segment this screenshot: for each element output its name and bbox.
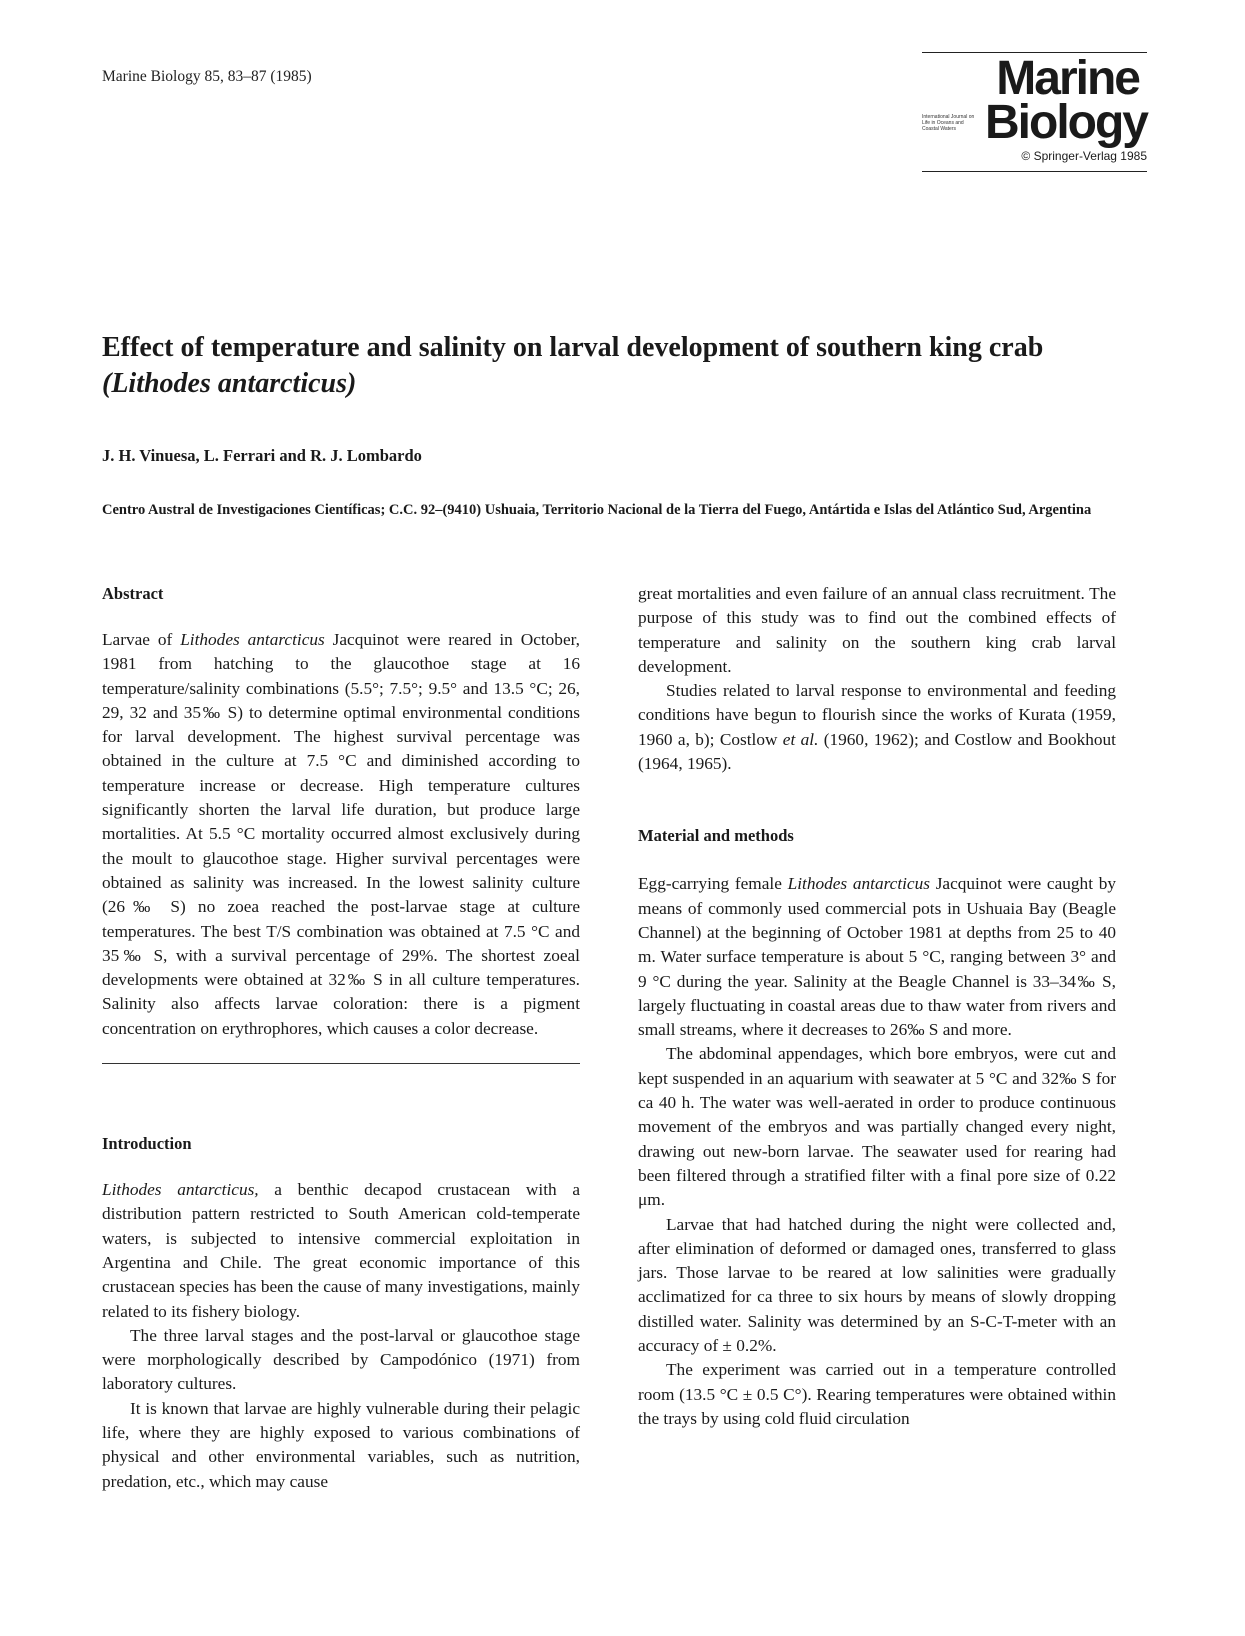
methods-paragraph-1: Egg-carrying female Lithodes antarcticus Jacquinot were caught by means of commonly used commercial pots in Ushuaia Bay (Beagle Channel) at the beginning of October 1981 at depths from 25 to 40 m. Water surface temperature is about 5 °C, ranging between 3° and 9 °C during the year. Salinity at the Beagle Channel is 33–34‰ S, largely fluctuating in coastal areas due to thaw water from rivers and small streams, where it decreases to 26‰ S and more. <box>638 874 1116 1040</box>
author-affiliation: Centro Austral de Investigaciones Científicas; C.C. 92–(9410) Ushuaia, Territorio Nacional de la Tierra del Fuego, Antártida e Islas del Atlántico Sud, Argentina <box>102 502 1092 518</box>
article-title <box>102 330 1122 402</box>
methods-paragraph-2: The abdominal appendages, which bore embryos, were cut and kept suspended in an aquarium with seawater at 5 °C and 32‰ S for ca 40 h. The water was well-aerated in order to produce continuous movement of the embryos and was partially changed every night, drawing out new-born larvae. The seawater used for rearing had been filtered through a stratified filter with a final pore size of 0.22 μm. <box>638 1044 1116 1210</box>
introduction-heading: Introduction <box>102 1134 192 1154</box>
logo-rule-bottom <box>922 171 1147 172</box>
species-name: Lithodes antarcticus <box>787 874 930 894</box>
title-main: Effect of temperature and salinity on larval development of southern king crab <box>102 332 1044 363</box>
abstract-heading: Abstract <box>102 584 164 603</box>
logo-tagline: International Journal on Life in Oceans and Coastal Waters <box>922 114 975 132</box>
intro-paragraph-4: Studies related to larval response to environmental and feeding conditions have begun to flourish since the works of Kurata (1959, 1960 a, b); Costlow et al. (1960, 1962); and Costlow and Bookhout (1964, 1965). <box>638 681 1116 774</box>
logo-word-biology: Biology <box>985 96 1147 149</box>
right-column <box>638 582 1116 1431</box>
abstract-paragraph: Larvae of Lithodes antarcticus Jacquinot were reared in October, 1981 from hatching to the glaucothoe stage at 16 temperature/salinity combinations (5.5°; 7.5°; 9.5° and 13.5 °C; 26, 29, 32 and 35‰ S) to determine optimal environmental conditions for larval development. The highest survival percentage was obtained in the culture at 7.5 °C and diminished according to temperature increase or decrease. High temperature cultures significantly shorten the larval life duration, but produce large mortalities. At 5.5 °C mortality occurred almost exclusively during the moult to glaucothoe stage. Higher survival percentages were obtained as salinity was increased. In the lowest salinity culture (26‰ S) no zoea reached the post-larvae stage at culture temperatures. The best T/S combination was obtained at 7.5 °C and 35‰ S, with a survival percentage of 29%. The shortest zoeal developments were obtained at 32‰ S in all culture temperatures. Salinity also affects larvae coloration: there is a pigment concentration on erythrophores, which causes a color decrease. <box>102 630 581 1038</box>
methods-paragraph-3: Larvae that had hatched during the night were collected and, after elimination of deformed or damaged ones, transferred to glass jars. Those larvae to be reared at low salinities were gradually acclimatized for ca three to six hours by means of slowly dropping distilled water. Salinity was determined by an S-C-T-meter with an accuracy of ± 0.2%. <box>638 1214 1116 1356</box>
methods-paragraph-4: The experiment was carried out in a temperature controlled room (13.5 °C ± 0.5 C°). Rearing temperatures were obtained within the trays by using cold fluid circulation <box>638 1360 1116 1428</box>
intro-paragraph-2: The three larval stages and the post-larval or glaucothoe stage were morphologically described by Campodónico (1971) from laboratory cultures. <box>102 1325 580 1394</box>
journal-logo <box>922 52 1147 172</box>
intro-paragraph-3-continued: great mortalities and even failure of an annual class recruitment. The purpose of this study was to find out the combined effects of temperature and salinity on the southern king crab larval development. <box>638 584 1116 676</box>
section-divider <box>102 1063 580 1064</box>
intro-paragraph-1: Lithodes antarcticus, a benthic decapod crustacean with a distribution pattern restricted to South American cold-temperate waters, is subjected to intensive commercial exploitation in Argentina and Chile. The great economic importance of this crustacean species has been the cause of many investigations, mainly related to its fishery biology. <box>102 1180 580 1321</box>
author-list: J. H. Vinuesa, L. Ferrari and R. J. Lombardo <box>102 446 422 465</box>
intro-paragraph-3: It is known that larvae are highly vulnerable during their pelagic life, where they are highly exposed to various combinations of physical and other environmental variables, such as nutrition, predation, etc., which may cause <box>102 1398 580 1491</box>
et-al: et al. <box>782 729 819 749</box>
copyright-notice: © Springer-Verlag 1985 <box>1021 149 1147 163</box>
left-column <box>102 582 580 1494</box>
species-name: Lithodes antarcticus <box>180 630 325 649</box>
logo-word-marine: Marine <box>996 52 1139 105</box>
logo-row <box>922 96 1147 149</box>
methods-heading: Material and methods <box>638 826 794 846</box>
species-name: Lithodes antarcticus, <box>102 1180 259 1200</box>
title-species: (Lithodes antarcticus) <box>102 368 357 399</box>
journal-citation: Marine Biology 85, 83–87 (1985) <box>102 68 312 85</box>
